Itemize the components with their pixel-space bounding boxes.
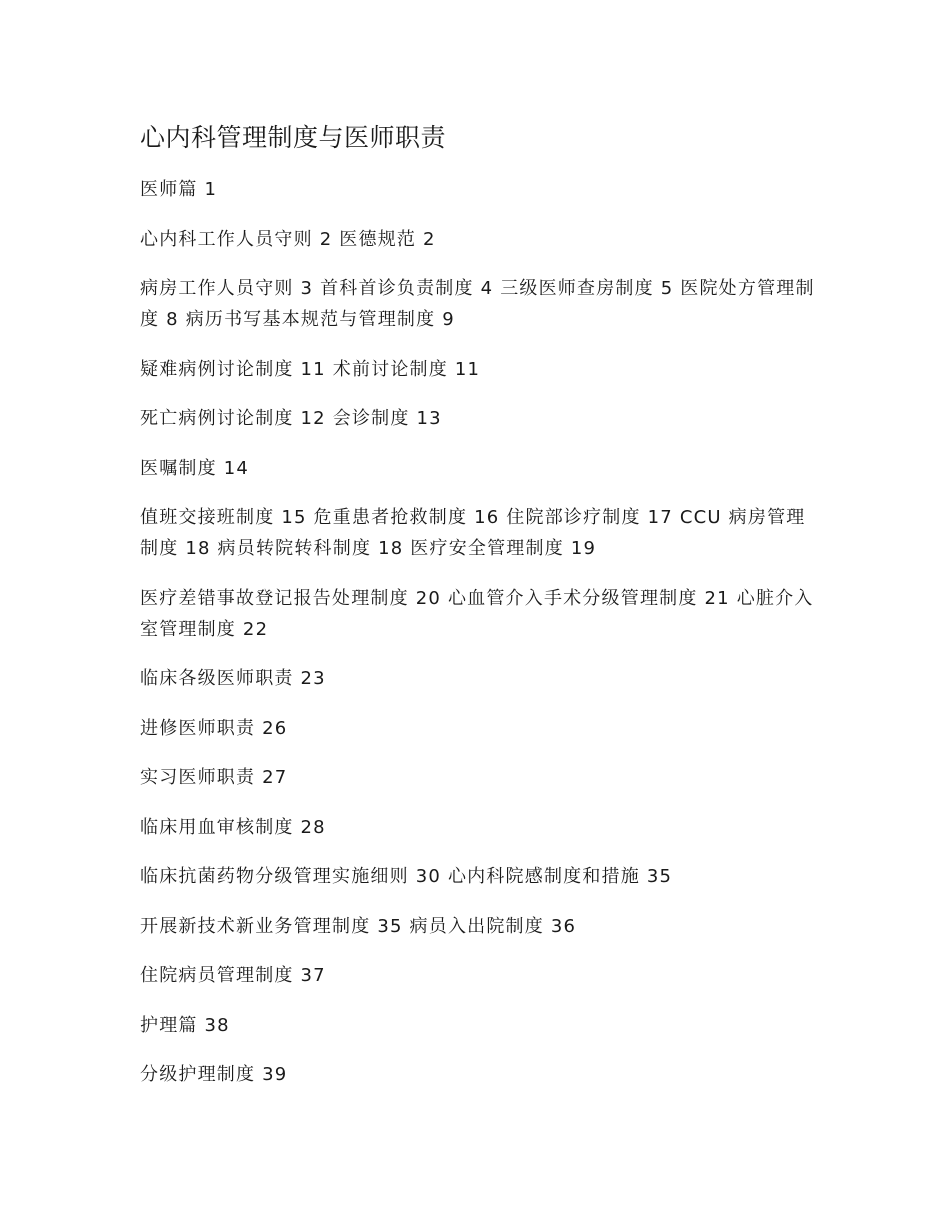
toc-entry: 开展新技术新业务管理制度 35 病员入出院制度 36 <box>140 915 577 937</box>
toc-entry: 临床抗菌药物分级管理实施细则 30 心内科院感制度和措施 35 <box>140 866 673 887</box>
toc-entry: 护理篇 38 <box>140 1014 230 1036</box>
toc-entry: 医师篇 1 <box>140 179 218 200</box>
toc-entry: 疑难病例讨论制度 11 术前讨论制度 11 <box>140 358 481 380</box>
document-title: 心内科管理制度与医师职责 <box>140 123 447 152</box>
toc-entry: 心内科工作人员守则 2 医德规范 2 <box>140 228 436 250</box>
toc-entry: 实习医师职责 27 <box>140 767 288 788</box>
table-of-contents <box>140 174 820 1109</box>
toc-entry: 医嘱制度 14 <box>140 457 250 479</box>
toc-entry: 死亡病例讨论制度 12 会诊制度 13 <box>140 408 442 429</box>
toc-entry: 临床用血审核制度 28 <box>140 816 326 838</box>
toc-entry: 医疗差错事故登记报告处理制度 20 心血管介入手术分级管理制度 21 心脏介入室管理制度 22 <box>140 587 814 640</box>
toc-entry: 病房工作人员守则 3 首科首诊负责制度 4 三级医师查房制度 5 医院处方管理制度 8 病历书写基本规范与管理制度 9 <box>140 278 815 330</box>
toc-entry: 值班交接班制度 15 危重患者抢救制度 16 住院部诊疗制度 17 CCU 病房管理制度 18 病员转院转科制度 18 医疗安全管理制度 19 <box>140 507 806 559</box>
toc-entry: 住院病员管理制度 37 <box>140 965 326 986</box>
toc-entry: 进修医师职责 26 <box>140 717 288 739</box>
toc-entry: 临床各级医师职责 23 <box>140 668 326 689</box>
toc-entry: 分级护理制度 39 <box>140 1064 288 1085</box>
